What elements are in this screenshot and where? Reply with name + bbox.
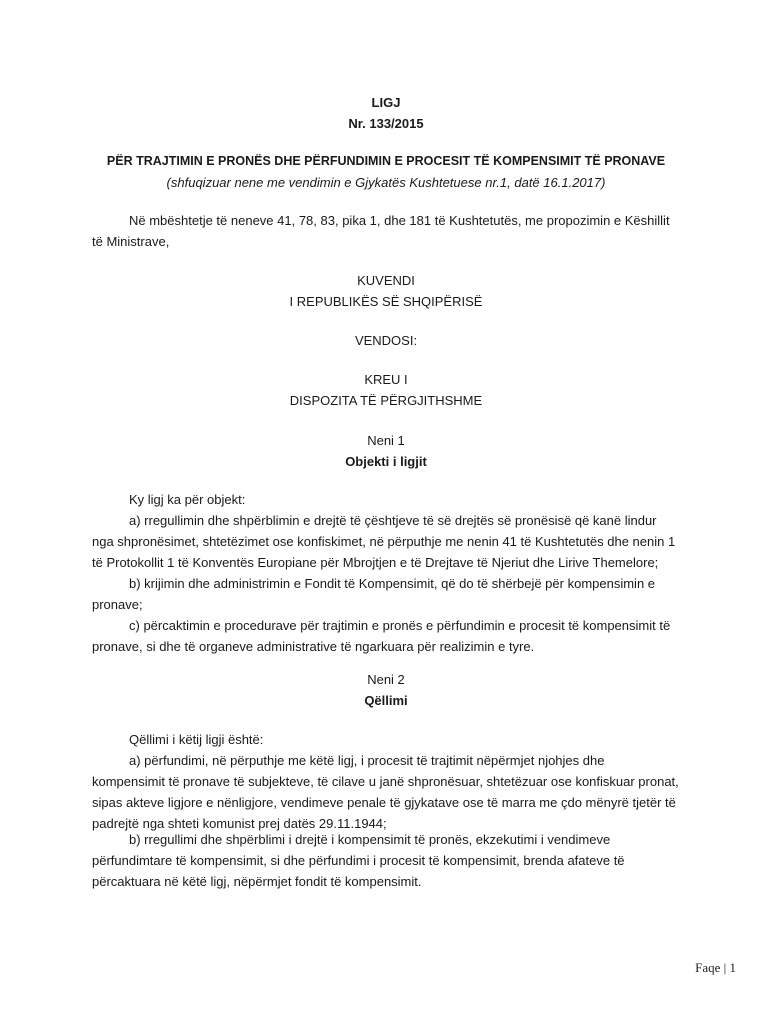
preamble: Në mbështetje të neneve 41, 78, 83, pika 1, dhe 181 të Kushtetutës, me propozimin e Këshillit të Ministrave, (92, 213, 670, 249)
law-label: LIGJ (371, 95, 401, 110)
article-1-number: Neni 1 (367, 433, 405, 448)
article-2-item-b: b) rregullimi dhe shpërblimi i drejtë i kompensimit të pronës, ekzekutimi i vendimeve përfundimtare të kompensimit, si dhe përfundimi i procesit të kompensimit, brenda afateve të përcaktuara në këtë ligj, nëpërmjet fondit të kompensimit. (92, 832, 625, 889)
chapter-title: DISPOZITA TË PËRGJITHSHME (289, 393, 483, 408)
article-1-intro: Ky ligj ka për objekt: (129, 492, 246, 507)
chapter-number: KREU I (364, 372, 408, 387)
repeal-note: (shfuqizuar nene me vendimin e Gjykatës Kushtetuese nr.1, datë 16.1.2017) (166, 175, 606, 190)
kuvendi-heading: KUVENDI (357, 273, 415, 288)
article-2-number: Neni 2 (367, 672, 405, 687)
law-title: PËR TRAJTIMIN E PRONËS DHE PËRFUNDIMIN E PROCESIT TË KOMPENSIMIT TË PRONAVE (106, 154, 666, 168)
article-1-title: Objekti i ligjit (345, 454, 427, 469)
document-page (92, 0, 680, 1024)
article-1-item-a: a) rregullimin dhe shpërblimin e drejtë të çështjeve të së drejtës së pronësisë që kanë lindur nga shpronësimet, shtetëzimet ose konfiskimet, në përputhje me nenin 41 të Kushtetutës dhe nenin 1 të Protokollit 1 të Konventës Europiane për Mbrojtjen e të Drejtave të Njeriut dhe Lirive Themelore; (92, 513, 676, 570)
article-1-item-c: c) përcaktimin e procedurave për trajtimin e pronës e përfundimin e procesit të kompensimit të pronave, si dhe të organeve administrative të ngarkuara për realizimin e tyre. (92, 618, 671, 654)
page-number-footer: Faqe | 1 (695, 960, 736, 975)
article-2-intro: Qëllimi i këtij ligji është: (129, 732, 264, 747)
law-number: Nr. 133/2015 (348, 116, 424, 131)
republic-heading: I REPUBLIKËS SË SHQIPËRISË (289, 294, 483, 309)
article-2-item-a: a) përfundimi, në përputhje me këtë ligj, i procesit të trajtimit nëpërmjet njohjes dhe kompensimit të pronave të subjekteve, të cilave u janë shpronësuar, shtetëzuar ose konfiskuar pronat, sipas akteve ligjore e nënligjore, vendimeve penale të gjykatave ose të marra me çdo mënyrë tjetër të padrejtë nga shteti komunist prej datës 29.11.1944; (92, 753, 679, 831)
article-2-title: Qëllimi (364, 693, 408, 708)
article-1-item-b: b) krijimin dhe administrimin e Fondit të Kompensimit, që do të shërbejë për kompensimin e pronave; (92, 576, 656, 612)
vendosi-heading: VENDOSI: (354, 333, 418, 348)
